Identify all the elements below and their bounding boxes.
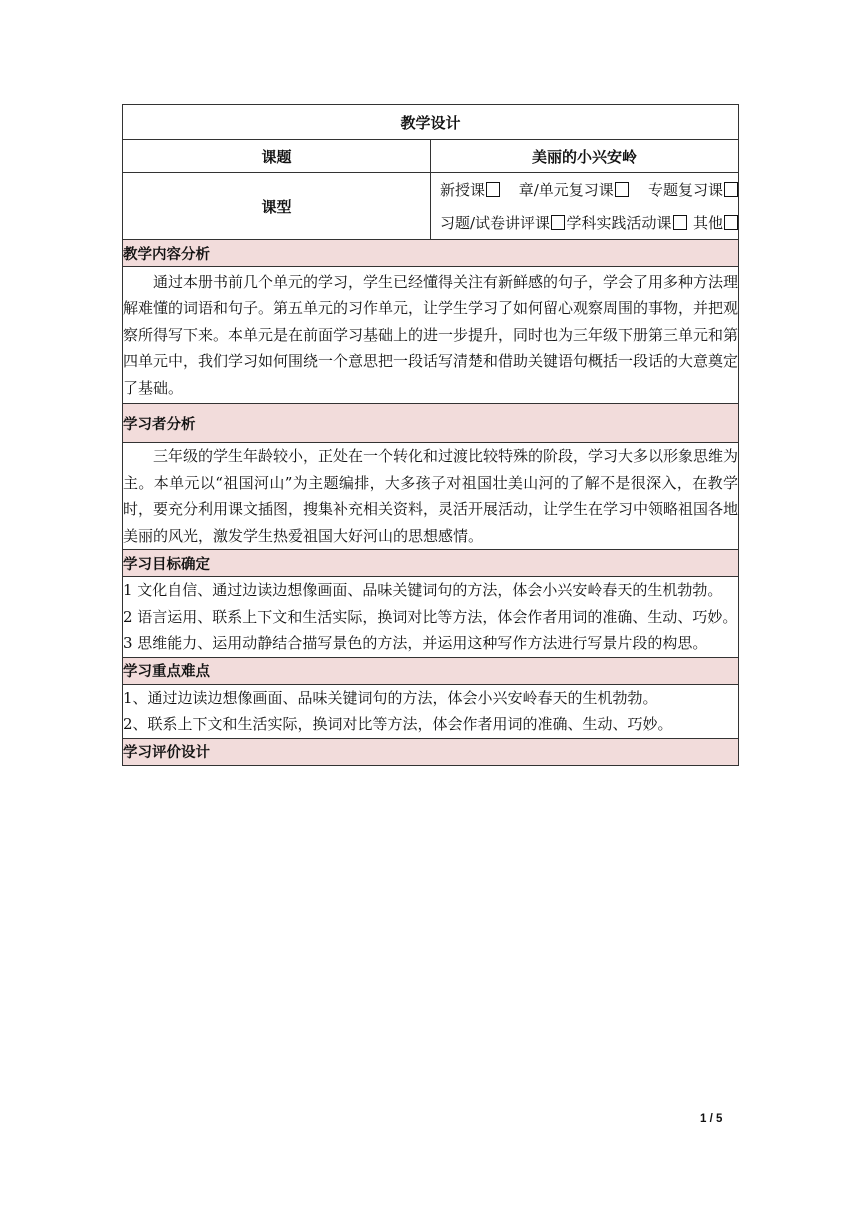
objective-item: 2 语言运用、联系上下文和生活实际，换词对比等方法，体会作者用词的准确、生动、巧妙。 — [123, 607, 738, 626]
type-option-other[interactable] — [693, 212, 738, 233]
type-options-row-1 — [431, 173, 738, 206]
type-option-topic-review[interactable] — [648, 179, 738, 200]
learner-analysis-heading: 学习者分析 — [123, 404, 739, 443]
checkbox-icon[interactable] — [551, 215, 565, 230]
content-analysis-text — [123, 267, 739, 404]
type-option-unit-review[interactable] — [519, 179, 648, 200]
checkbox-icon[interactable] — [615, 182, 629, 197]
type-option-label: 新授课 — [440, 181, 486, 199]
checkbox-icon[interactable] — [486, 182, 500, 197]
key-point-item: 1、通过边读边想像画面、品味关键词句的方法，体会小兴安岭春天的生机勃勃。 — [123, 688, 658, 707]
learner-analysis-text — [123, 443, 739, 550]
key-point-item: 2、联系上下文和生活实际，换词对比等方法，体会作者用词的准确、生动、巧妙。 — [123, 715, 673, 733]
type-options-row-2 — [431, 206, 738, 239]
page-number: 1 / 5 — [700, 1113, 723, 1125]
type-option-label: 章/单元复习课 — [518, 181, 614, 199]
objective-item: 3 思维能力、运用动静结合描写景色的方法，并运用这种写作方法进行写景片段的构思。 — [123, 634, 708, 652]
type-option-practice-activity[interactable] — [566, 212, 692, 233]
key-points-list — [123, 684, 739, 738]
checkbox-icon[interactable] — [724, 215, 738, 230]
objectives-heading: 学习目标确定 — [123, 550, 739, 577]
type-option-label: 学科实践活动课 — [566, 214, 672, 232]
type-option-new-lesson[interactable] — [440, 179, 519, 200]
topic-value: 美丽的小兴安岭 — [431, 140, 739, 173]
type-option-label: 专题复习课 — [647, 181, 723, 199]
checkbox-icon[interactable] — [724, 182, 738, 197]
type-option-label: 其他 — [692, 214, 723, 232]
type-label: 课型 — [123, 173, 431, 240]
type-options — [431, 173, 739, 240]
objectives-list — [123, 577, 739, 658]
type-option-label: 习题/试卷讲评课 — [440, 214, 551, 232]
objective-item: 1 文化自信、通过边读边想像画面、品味关键词句的方法，体会小兴安岭春天的生机勃勃。 — [123, 581, 723, 599]
lesson-design-table — [122, 104, 739, 766]
content-analysis-heading: 教学内容分析 — [123, 240, 739, 267]
evaluation-heading: 学习评价设计 — [123, 738, 739, 765]
learner-analysis-paragraph: 三年级的学生年龄较小，正处在一个转化和过渡比较特殊的阶段，学习大多以形象思维为主。本单元以“祖国河山”为主题编排，大多孩子对祖国壮美山河的了解不是很深入，在教学时，要充分利用课文插图，搜集补充相关资料，灵活开展活动，让学生在学习中领略祖国各地美丽的风光，激发学生热爱祖国大好河山的思想感情。 — [123, 447, 739, 545]
checkbox-icon[interactable] — [673, 215, 687, 230]
table-title: 教学设计 — [123, 105, 739, 140]
type-option-exercise-review[interactable] — [440, 212, 566, 233]
topic-label: 课题 — [123, 140, 431, 173]
key-points-heading: 学习重点难点 — [123, 657, 739, 684]
content-analysis-paragraph: 通过本册书前几个单元的学习，学生已经懂得关注有新鲜感的句子，学会了用多种方法理解难懂的词语和句子。第五单元的习作单元，让学生学习了如何留心观察周围的事物，并把观察所得写下来。本单元是在前面学习基础上的进一步提升，同时也为三年级下册第三单元和第四单元中，我们学习如何围绕一个意思把一段话写清楚和借助关键语句概括一段话的大意奠定了基础。 — [123, 272, 739, 397]
